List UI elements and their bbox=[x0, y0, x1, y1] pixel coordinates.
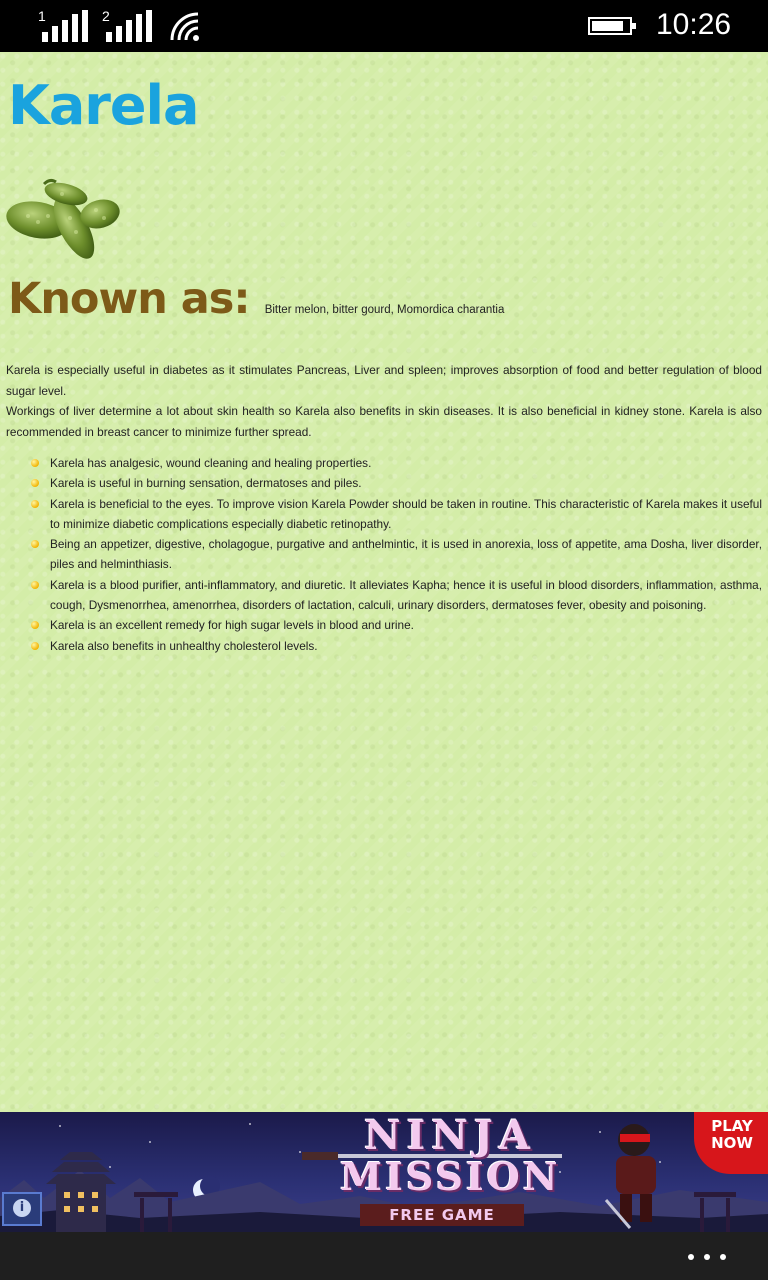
known-as-value: Bitter melon, bitter gourd, Momordica charantia bbox=[264, 304, 505, 316]
intro-text bbox=[6, 360, 762, 442]
list-item bbox=[28, 453, 762, 473]
list-item-text: Karela is a blood purifier, anti-inflammatory, and diuretic. It alleviates Kapha; hence it is useful in blood disorders, inflammation, asthma, cough, Dysmenorrhea, amenorrhea, disorders of lactation, calculi, urinary disorders, dermatoses fever, obesity and poisoning. bbox=[50, 577, 762, 613]
ellipsis-icon bbox=[688, 1254, 694, 1260]
play-now-line2: NOW bbox=[711, 1134, 753, 1152]
app-bar bbox=[0, 1232, 768, 1280]
ad-banner[interactable] bbox=[0, 1112, 768, 1232]
bullet-icon bbox=[31, 581, 39, 589]
list-item bbox=[28, 534, 762, 575]
intro-paragraph: Workings of liver determine a lot about skin health so Karela also benefits in skin diseases. It is also beneficial in kidney stone. Karela is also recommended in breast cancer to minimize further spread. bbox=[6, 404, 762, 439]
list-item bbox=[28, 473, 762, 493]
bullet-icon bbox=[31, 540, 39, 548]
content-area[interactable] bbox=[0, 52, 768, 1112]
list-item-text: Karela has analgesic, wound cleaning and healing properties. bbox=[50, 456, 372, 470]
list-item bbox=[28, 575, 762, 616]
intro-paragraph: Karela is especially useful in diabetes as it stimulates Pancreas, Liver and spleen; improves absorption of food and better regulation of blood sugar level. bbox=[6, 363, 762, 398]
ad-info-button[interactable] bbox=[2, 1192, 42, 1226]
info-icon: i bbox=[13, 1199, 31, 1217]
list-item bbox=[28, 636, 762, 656]
sim1-label: 1 bbox=[38, 8, 46, 24]
signal-strength-icon bbox=[38, 10, 88, 42]
known-as-row bbox=[8, 274, 758, 324]
battery-icon bbox=[588, 17, 632, 35]
clock: 10:26 bbox=[656, 8, 732, 41]
page-title: Karela bbox=[8, 74, 199, 137]
list-item bbox=[28, 615, 762, 635]
list-item-text: Karela is useful in burning sensation, dermatoses and piles. bbox=[50, 476, 362, 491]
bitter-gourd-image bbox=[4, 172, 122, 264]
list-item bbox=[28, 494, 762, 535]
known-as-label: Known as: bbox=[8, 274, 250, 324]
ellipsis-icon bbox=[720, 1254, 726, 1260]
ad-subtitle: FREE GAME bbox=[360, 1204, 524, 1226]
bullet-icon bbox=[31, 500, 39, 508]
bullet-icon bbox=[31, 642, 39, 650]
list-item-text: Being an appetizer, digestive, cholagogue, purgative and anthelmintic, it is used in anorexia, loss of appetite, ama Dosha, liver disorder, piles and helminthiasis. bbox=[50, 537, 762, 572]
bullet-icon bbox=[31, 459, 39, 467]
wifi-icon bbox=[168, 10, 204, 42]
list-item-text: Karela is an excellent remedy for high sugar levels in blood and urine. bbox=[50, 618, 414, 633]
benefits-list bbox=[28, 453, 762, 656]
list-item-text: Karela is beneficial to the eyes. To improve vision Karela Powder should be taken in routine. This characteristic of Karela makes it useful to minimize diabetic complications especially diabetic retinopathy. bbox=[50, 496, 762, 531]
bullet-icon bbox=[31, 621, 39, 629]
signal-strength-icon bbox=[102, 10, 152, 42]
ad-title-line2: MISSION bbox=[340, 1154, 561, 1199]
play-now-button[interactable] bbox=[694, 1112, 768, 1174]
ad-title bbox=[340, 1112, 561, 1199]
ellipsis-icon bbox=[704, 1254, 710, 1260]
sim2-label: 2 bbox=[102, 8, 110, 24]
play-now-line1: PLAY bbox=[711, 1117, 753, 1135]
list-item-text: Karela also benefits in unhealthy cholesterol levels. bbox=[50, 638, 318, 653]
bullet-icon bbox=[31, 479, 39, 487]
more-options-button[interactable] bbox=[680, 1244, 740, 1268]
status-bar bbox=[0, 0, 768, 52]
battery-level bbox=[592, 21, 623, 31]
ad-title-line1: NINJA bbox=[364, 1112, 536, 1159]
